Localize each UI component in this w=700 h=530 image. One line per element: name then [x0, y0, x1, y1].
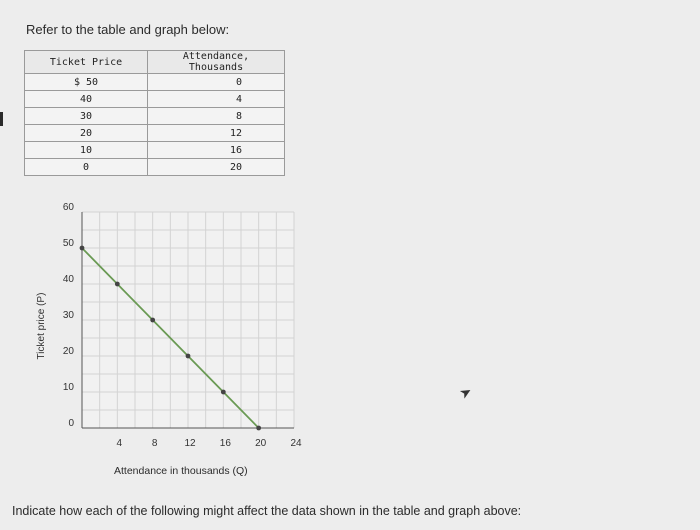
- x-tick-label: 8: [151, 438, 158, 449]
- x-tick-label: 4: [116, 438, 123, 449]
- intro-text: Refer to the table and graph below:: [26, 22, 230, 37]
- header-ticket-price: Ticket Price: [25, 51, 148, 74]
- data-point: [150, 318, 155, 323]
- x-tick-label: 20: [255, 438, 267, 449]
- y-tick-label: 30: [62, 310, 74, 321]
- data-point: [186, 354, 191, 359]
- y-tick-label: 0: [68, 418, 74, 429]
- data-point: [256, 426, 261, 431]
- cell-attendance: 12: [148, 125, 285, 142]
- y-tick-label: 10: [62, 382, 74, 393]
- cell-attendance: 4: [148, 91, 285, 108]
- header-attendance: Attendance, Thousands: [148, 51, 285, 74]
- y-axis-title: Ticket price (P): [36, 292, 47, 360]
- y-tick-label: 60: [62, 202, 74, 213]
- data-point: [115, 282, 120, 287]
- cell-attendance: 16: [148, 142, 285, 159]
- x-axis-title: Attendance in thousands (Q): [114, 465, 248, 477]
- cell-price: 40: [25, 91, 148, 108]
- cell-attendance: 0: [148, 74, 285, 91]
- cell-price: $ 50: [25, 74, 148, 91]
- cell-price: 20: [25, 125, 148, 142]
- data-point: [221, 390, 226, 395]
- x-tick-label: 12: [184, 438, 196, 449]
- cell-price: 0: [25, 159, 148, 176]
- cell-price: 10: [25, 142, 148, 159]
- mouse-cursor-icon: ➤: [456, 382, 475, 402]
- x-tick-label: 24: [290, 438, 302, 449]
- cell-attendance: 20: [148, 159, 285, 176]
- y-tick-label: 50: [62, 238, 74, 249]
- question-text: Indicate how each of the following might affect the data shown in the table and graph above:: [12, 504, 522, 518]
- data-point: [80, 246, 85, 251]
- cell-price: 30: [25, 108, 148, 125]
- y-tick-label: 20: [62, 346, 74, 357]
- cell-attendance: 8: [148, 108, 285, 125]
- y-tick-label: 40: [62, 274, 74, 285]
- x-tick-label: 16: [219, 438, 231, 449]
